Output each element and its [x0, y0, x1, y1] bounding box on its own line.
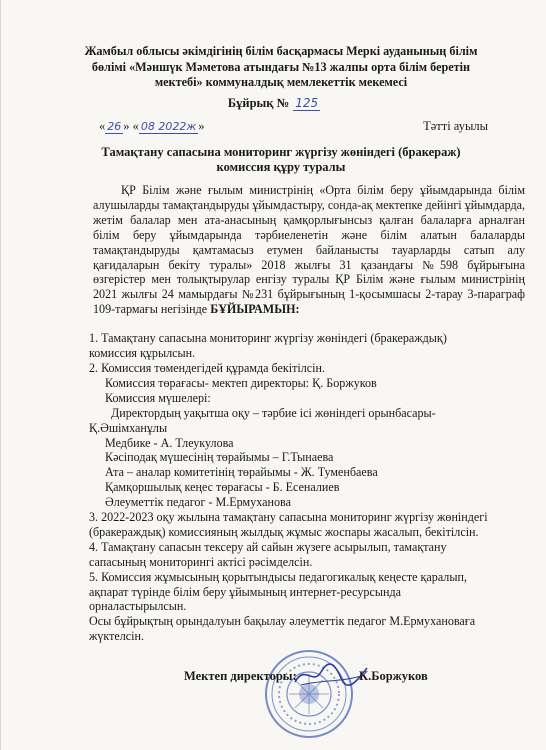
- header-line-2: бөлімі «Мәншүк Мәметова атындағы №13 жалпы орта білім беретін: [91, 59, 471, 74]
- item-1-line-b: комиссия құрылсын.: [89, 346, 196, 361]
- order-date: [99, 119, 205, 134]
- preamble-text: ҚР Білім және ғылым министрінің «Орта білім беру ұйымдарында білім алушыларды тамақтандыруды ұйымдастыру, сонда-ақ мектепке дейінгі ұйымдарда, жетім балалар мен ата-анасының қамқорлығынсыз қалған балаларға арналған білім беру ұйымдарында тәрбиеленетін және білім алатын балаларды тамақтандыруды қамтамасыз етумен байланысты тауарларды сатып алу қағидаларын бекіту туралы» 2018 жылғы 31 қазандағы №598 бұйрығына өзгерістер мен толықтырулар енгізу туралы ҚР Білім және ғылым министрінің 2021 жылғы 24 мамырдағы №231 бұйрығының 1-қосымшасы 2-тарау 3-параграф 109-тармағы негізінде: [93, 183, 525, 317]
- member-parents: Ата – аналар комитетінің төрайымы - Ж. Туменбаева: [105, 465, 378, 480]
- member-nurse: Медбике - А. Тлеукулова: [105, 435, 234, 450]
- date-month-year: 08 2022ж: [140, 120, 197, 133]
- title-line-2: комиссия құру туралы: [216, 160, 346, 174]
- document-title: [81, 145, 481, 175]
- title-line-1: Тамақтану сапасына мониторинг жүргізу жөніндегі (бракераж): [101, 145, 461, 159]
- item-3-line-a: 3. 2022-2023 оқу жылына тамақтану сапасына мониторинг жүргізу жөніндегі: [89, 510, 488, 525]
- signature-line: [184, 669, 484, 684]
- signature-role: Мектеп директоры:: [184, 669, 297, 683]
- item-6-line-a: Осы бұйрықтың орындалуын бақылау әлеуметтік педагог М.Ермухановаға: [89, 614, 476, 629]
- order-title: [1, 96, 546, 111]
- member-social: Әлеуметтік педагог - М.Ермуханова: [105, 495, 291, 510]
- member-union: Кәсіподақ мүшесінің төрайымы – Г.Тынаева: [105, 450, 334, 465]
- item-5-line-a: 5. Комиссия жұмысының қорытындысы педагогикалық кеңесте қаралып,: [89, 569, 467, 584]
- order-number: 125: [295, 96, 319, 110]
- item-3-line-b: (бракераждық) комиссияның жылдық жұмыс жоспары жасалып, бекітілсін.: [89, 524, 479, 539]
- header-line-1: Жамбыл облысы әкімдігінің білім басқармасы Меркі ауданының білім: [84, 44, 478, 58]
- document-body: [89, 183, 525, 644]
- header-line-3: мектебі» коммуналдық мемлекеттік мекемесі: [154, 75, 408, 89]
- member-trustees: Қамқоршылық кеңес төрағасы - Б. Есеналиев: [105, 480, 340, 495]
- member-deputy-line-b: Қ.Әшімханұлы: [89, 420, 168, 435]
- preamble-paragraph: [93, 183, 525, 317]
- date-close-quote: »: [198, 119, 205, 133]
- order-command: БҰЙЫРАМЫН:: [210, 302, 300, 317]
- order-label: Бұйрық №: [227, 96, 290, 110]
- commission-chair: Комиссия төрағасы- мектеп директоры: Қ. Боржуков: [105, 375, 377, 390]
- commission-members-label: Комиссия мүшелері:: [105, 390, 211, 405]
- item-1-line-a: 1. Тамақтану сапасына мониторинг жүргізу жөніндегі (бракераждық): [89, 331, 447, 346]
- member-deputy-line-a: Директордың уақытша оқу – тәрбие ісі жөніндегі орынбасары-: [111, 405, 436, 420]
- spacer: [93, 317, 525, 331]
- item-4-line-a: 4. Тамақтану сапасын тексеру ай сайын жүзеге асырылып, тамақтану: [89, 539, 447, 554]
- date-open-quote: «: [99, 119, 106, 133]
- place-name: Тәтті ауылы: [423, 119, 488, 133]
- item-6-line-b: жүктелсін.: [89, 629, 145, 644]
- date-mid-quote: » «: [123, 119, 139, 133]
- item-4-line-b: сапасының мониторингі актісі рәсімделсін.: [89, 554, 313, 569]
- item-5-line-c: орналастырылсын.: [89, 599, 187, 614]
- item-2: 2. Комиссия төмендегідей құрамда бекітілсін.: [89, 360, 326, 375]
- signature-name: К.Боржуков: [359, 669, 428, 683]
- item-5-line-b: ақпарат түрінде білім беру ұйымының интернет-ресурсында: [89, 584, 401, 599]
- date-day: 26: [107, 120, 122, 133]
- document-header: [71, 44, 491, 91]
